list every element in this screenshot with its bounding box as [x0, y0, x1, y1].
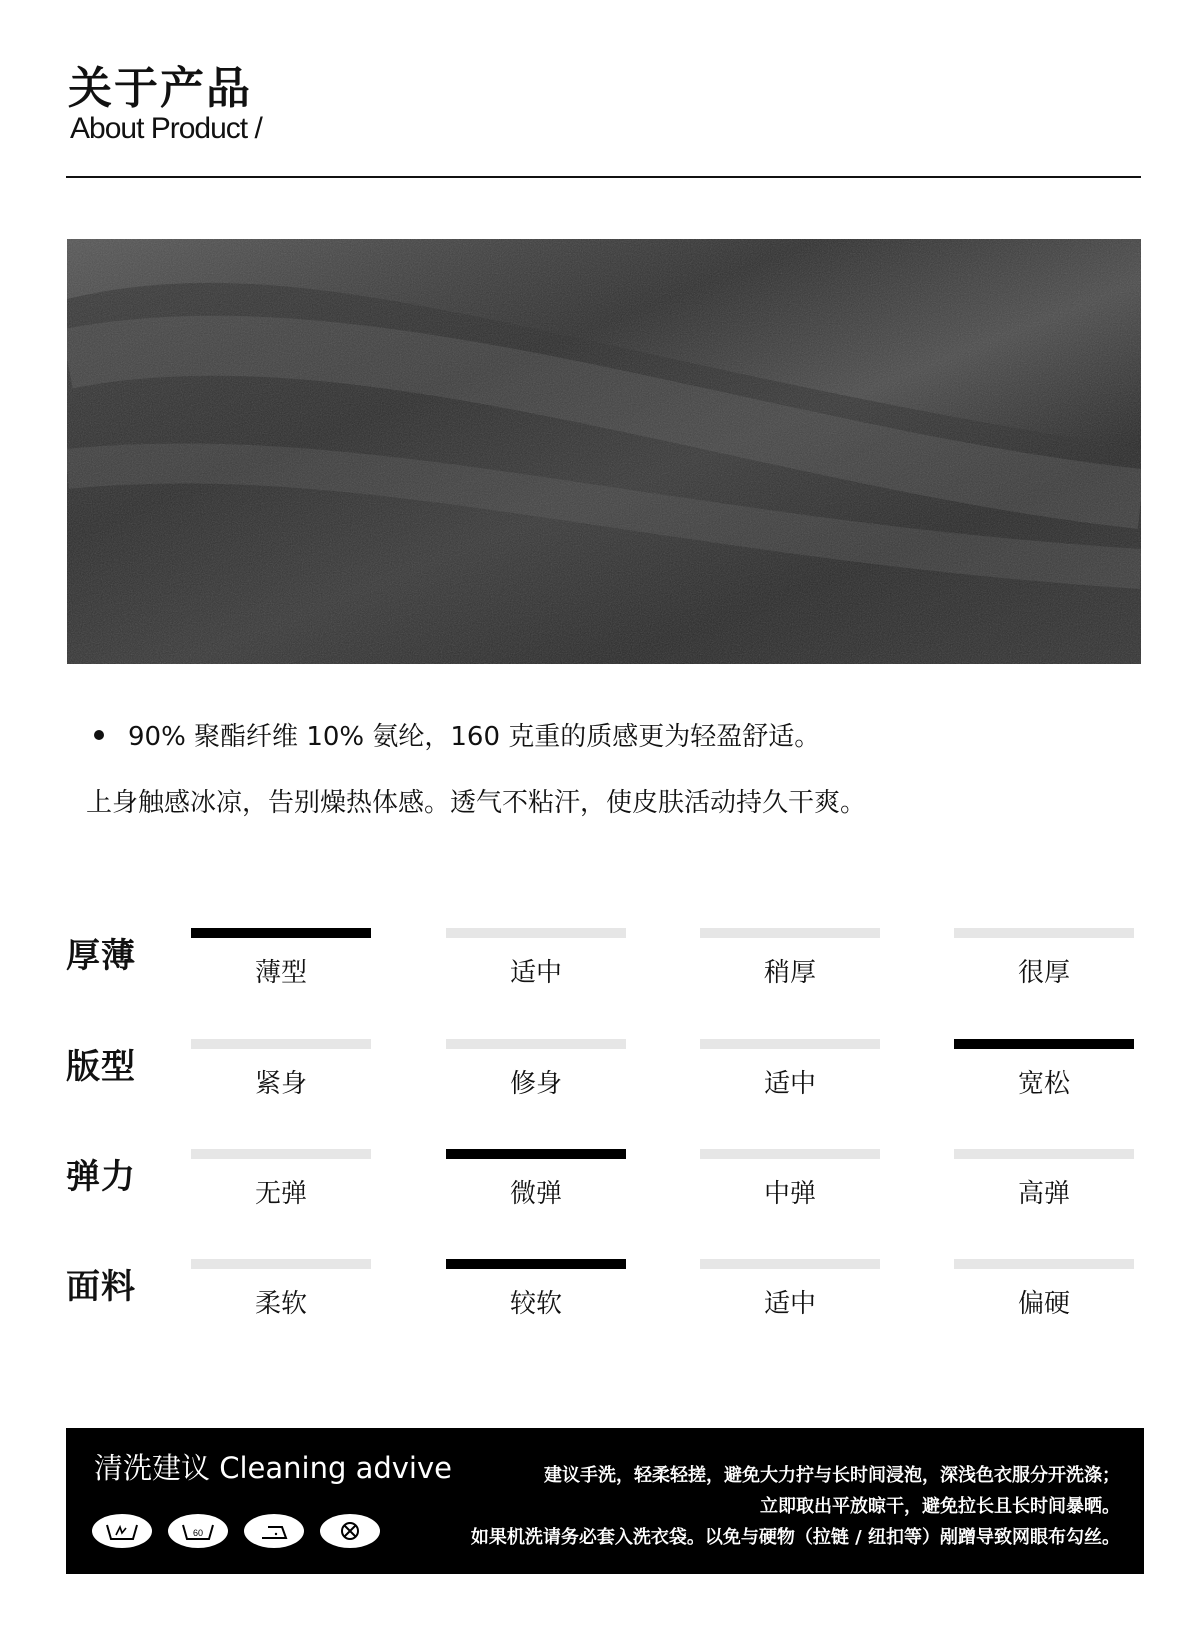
- care-line-2: 立即取出平放晾干，避免拉长且长时间暴晒。: [760, 1496, 1120, 1517]
- care-line-1: 建议手洗，轻柔轻搓，避免大力拧与长时间浸泡，深浅色衣服分开洗涤；: [544, 1465, 1120, 1486]
- option-indicator: [700, 1149, 880, 1159]
- description-bullet: [94, 716, 820, 753]
- attribute-option: [700, 1149, 880, 1210]
- option-label: 中弹: [763, 1179, 816, 1209]
- attribute-option: [191, 1259, 371, 1320]
- no-bleach-icon: [320, 1514, 380, 1548]
- option-indicator: [700, 928, 880, 938]
- option-label: 稍厚: [763, 958, 816, 988]
- option-indicator: [954, 928, 1134, 938]
- option-indicator: [700, 1039, 880, 1049]
- attribute-option: [700, 1039, 880, 1100]
- attribute-option: [954, 1149, 1134, 1210]
- option-indicator: [700, 1259, 880, 1269]
- attribute-row: [66, 1039, 1146, 1129]
- option-label: 薄型: [254, 958, 307, 988]
- option-label: 无弹: [254, 1179, 307, 1209]
- hand-wash-icon: [92, 1514, 152, 1548]
- care-panel: [66, 1428, 1144, 1574]
- fabric-image: [67, 239, 1141, 664]
- option-indicator: [446, 928, 626, 938]
- attribute-option: [191, 1039, 371, 1100]
- care-title: 清洗建议 Cleaning advive: [94, 1451, 452, 1485]
- attribute-row: [66, 1149, 1146, 1239]
- attribute-option: [954, 1039, 1134, 1100]
- bullet-dot: [94, 730, 104, 740]
- attribute-label: 厚薄: [66, 936, 136, 976]
- option-label: 偏硬: [1017, 1289, 1070, 1319]
- attribute-option: [446, 1039, 626, 1100]
- description-bullet-text: 90% 聚酯纤维 10% 氨纶，160 克重的质感更为轻盈舒适。: [128, 722, 821, 752]
- option-label: 高弹: [1017, 1179, 1070, 1209]
- attribute-label: 面料: [66, 1267, 136, 1307]
- option-label: 较软: [509, 1289, 562, 1319]
- attribute-option: [191, 1149, 371, 1210]
- option-label: 宽松: [1017, 1069, 1070, 1099]
- option-label: 修身: [509, 1069, 562, 1099]
- option-indicator-selected: [446, 1149, 626, 1159]
- attribute-label: 弹力: [66, 1157, 136, 1197]
- option-label: 紧身: [254, 1069, 307, 1099]
- option-indicator-selected: [446, 1259, 626, 1269]
- attribute-option: [700, 928, 880, 989]
- option-label: 适中: [509, 958, 562, 988]
- care-instructions: [471, 1460, 1120, 1553]
- iron-icon: [244, 1514, 304, 1548]
- wash-temp-label: 60: [192, 1528, 204, 1538]
- title-cn: 关于产品: [68, 63, 252, 114]
- option-indicator: [191, 1039, 371, 1049]
- option-indicator-selected: [191, 928, 371, 938]
- option-indicator: [191, 1259, 371, 1269]
- attribute-label: 版型: [66, 1047, 136, 1087]
- option-label: 适中: [763, 1289, 816, 1319]
- attribute-option: [446, 928, 626, 989]
- option-label: 微弹: [509, 1179, 562, 1209]
- attribute-option: [446, 1259, 626, 1320]
- option-label: 很厚: [1017, 958, 1070, 988]
- attribute-option: [700, 1259, 880, 1320]
- option-indicator: [954, 1259, 1134, 1269]
- option-indicator: [191, 1149, 371, 1159]
- title-en: About Product /: [70, 112, 262, 145]
- attribute-option: [191, 928, 371, 989]
- attribute-option: [954, 928, 1134, 989]
- attribute-option: [446, 1149, 626, 1210]
- description-line2: 上身触感冰凉，告别燥热体感。透气不粘汗，使皮肤活动持久干爽。: [86, 788, 867, 818]
- option-indicator-selected: [954, 1039, 1134, 1049]
- option-indicator: [446, 1039, 626, 1049]
- care-line-3: 如果机洗请务必套入洗衣袋。以免与硬物（拉链 / 纽扣等）剐蹭导致网眼布勾丝。: [470, 1527, 1120, 1548]
- attribute-row: [66, 1259, 1146, 1349]
- attribute-row: [66, 928, 1146, 1018]
- wash-60-icon: [168, 1514, 228, 1548]
- attribute-option: [954, 1259, 1134, 1320]
- option-label: 柔软: [254, 1289, 307, 1319]
- header-rule: [66, 176, 1141, 178]
- option-indicator: [954, 1149, 1134, 1159]
- option-label: 适中: [763, 1069, 816, 1099]
- care-icons: [92, 1514, 380, 1548]
